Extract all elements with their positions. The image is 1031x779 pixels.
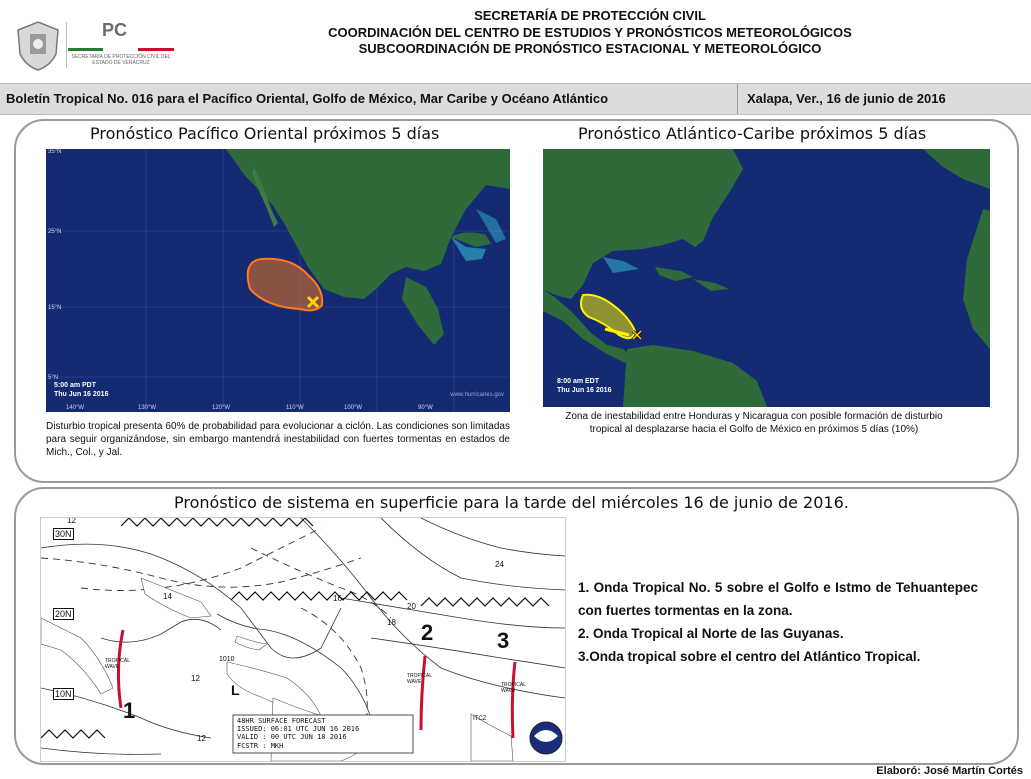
logo: [14, 18, 174, 74]
isobar-label: 1010: [219, 656, 235, 663]
isobar-label: 16: [333, 594, 342, 603]
map-watermark: www.hurricanes.gov: [450, 392, 504, 398]
lon-label: 130°W: [138, 405, 157, 411]
header-line-2: COORDINACIÓN DEL CENTRO DE ESTUDIOS Y PRONÓSTICOS METEOROLÓGICOS: [328, 24, 852, 40]
list-item: 1. Onda Tropical No. 5 sobre el Golfo e Istmo de Tehuantepec con fuertes tormentas en la zona.: [578, 580, 978, 618]
itcz-label: ITCZ: [473, 716, 487, 722]
atlantic-title: Pronóstico Atlántico-Caribe próximos 5 días: [578, 124, 927, 143]
map-time: 5:00 am PDT: [54, 382, 97, 389]
atlantic-map-graphic: [543, 149, 990, 407]
lat-label: 25°N: [48, 229, 62, 235]
pacific-title: Pronóstico Pacífico Oriental próximos 5 días: [90, 124, 440, 143]
wave-axis-3: [512, 662, 515, 738]
forecast-line: 48HR SURFACE FORECAST: [237, 717, 326, 725]
lat-label: 30N: [55, 529, 72, 539]
pacific-outlook-map: [46, 149, 510, 412]
surface-title: Pronóstico de sistema en superficie para la tarde del miércoles 16 de junio de 2016.: [174, 493, 849, 512]
pacific-map-graphic: [46, 149, 510, 412]
isobar-label: 18: [387, 618, 396, 627]
isobar-label: 24: [495, 560, 504, 569]
forecast-line: ISSUED: 06:01 UTC JUN 16 2016: [237, 725, 360, 734]
isobar-label: 14: [163, 592, 172, 601]
logo-subtitle: SECRETARÍA DE PROTECCIÓN CIVIL DEL ESTADO DE VERACRUZ: [71, 54, 171, 66]
lon-label: 120°W: [212, 405, 231, 411]
wave-number-2: 2: [421, 620, 434, 645]
isobar-label: 20: [407, 602, 416, 611]
list-item: 2. Onda Tropical al Norte de las Guyanas.: [578, 626, 844, 641]
atlantic-outlook-map: [543, 149, 990, 407]
tropical-wave-label: TROPICAL WAVE: [407, 673, 432, 685]
forecast-line: FCSTR : MKH: [237, 741, 284, 750]
tropical-wave-label: TROPICAL WAVE: [105, 658, 130, 670]
bulletin-title: Boletín Tropical No. 016 para el Pacífico Oriental, Golfo de México, Mar Caribe y Océano Atlántico: [6, 91, 609, 106]
lon-label: 100°W: [344, 405, 363, 411]
atlantic-description: Zona de inestabilidad entre Honduras y Nicaragua con posible formación de disturbio tropical al desplazarse hacia el Golfo de México en próximos 5 días (10%): [565, 411, 943, 435]
tropical-wave-list: [578, 576, 978, 668]
wave-axis-2: [421, 656, 425, 730]
bar-divider: [737, 84, 738, 114]
bulletin-date: Xalapa, Ver., 16 de junio de 2016: [747, 91, 946, 106]
map-date: Thu Jun 16 2016: [54, 391, 109, 398]
lat-label: 5°N: [48, 375, 59, 381]
lat-label: 35°N: [48, 149, 62, 155]
pacific-description: Disturbio tropical presenta 60% de probabilidad para evolucionar a ciclón. Las condiciones son limitadas para seguir organizándose, sin embargo mantendrá inestabilidad con fuertes tormentas en estados de Mich., Col., y Jal.: [46, 421, 510, 458]
lon-label: 140°W: [66, 405, 85, 411]
lat-label: 15°N: [48, 305, 62, 311]
map-date: Thu Jun 16 2016: [557, 387, 612, 394]
lat-label: 10N: [55, 689, 72, 699]
forecast-line: VALID : 00 UTC JUN 18 2016: [237, 733, 347, 742]
lon-label: 110°W: [286, 405, 304, 411]
bulletin-bar: [0, 83, 1031, 115]
low-pressure-label: L: [231, 682, 240, 698]
page-header: [250, 8, 930, 58]
isobar-label: 12: [197, 734, 206, 743]
author-credit: Elaboró: José Martín Cortés: [876, 765, 1023, 777]
tropical-wave-label: TROPICAL WAVE: [501, 682, 526, 694]
surface-forecast-map: [40, 517, 566, 762]
lon-label: 90°W: [418, 405, 433, 411]
forecast-info-box: [237, 717, 359, 750]
isobar-label: 12: [67, 517, 76, 525]
isobar-label: 12: [191, 674, 200, 683]
veracruz-shield-icon: [14, 20, 62, 72]
header-line-1: SECRETARÍA DE PROTECCIÓN CIVIL: [474, 8, 706, 23]
flag-stripe: [68, 48, 174, 51]
lat-label: 20N: [55, 609, 72, 619]
list-item: 3.Onda tropical sobre el centro del Atlántico Tropical.: [578, 649, 921, 664]
header-line-3: SUBCOORDINACIÓN DE PRONÓSTICO ESTACIONAL Y METEOROLÓGICO: [358, 41, 822, 56]
logo-text: PC: [102, 20, 128, 40]
wave-number-1: 1: [123, 698, 136, 723]
wave-number-3: 3: [497, 628, 510, 653]
map-time: 8:00 am EDT: [557, 378, 600, 385]
